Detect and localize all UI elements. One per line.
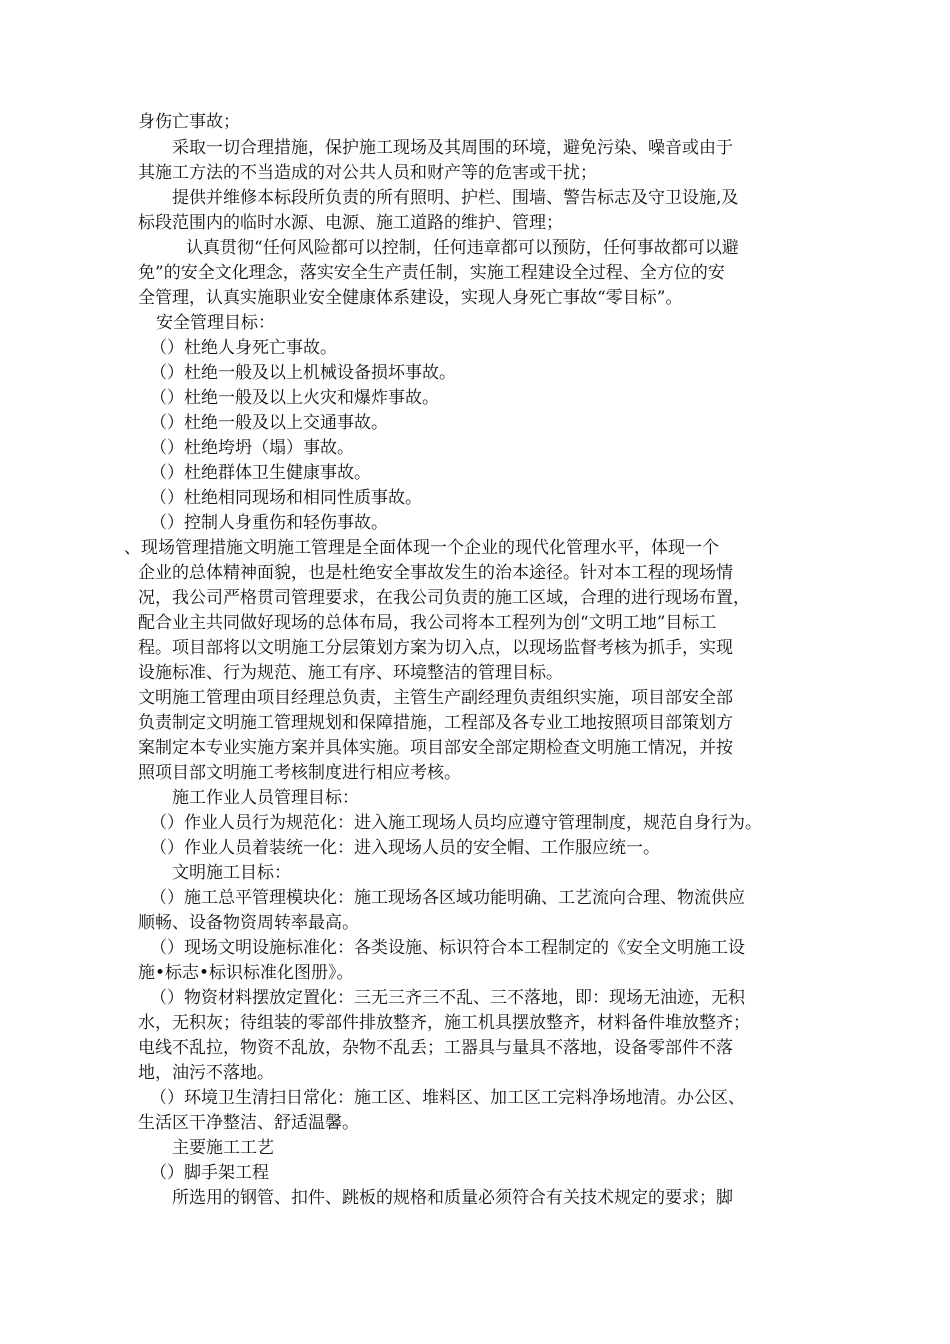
list-item: （）物资材料摆放定置化：三无三齐三不乱、三不落地，即：现场无油迹，无积 bbox=[150, 988, 745, 1008]
text-line: 所选用的钢管、扣件、跳板的规格和质量必须符合有关技术规定的要求；脚 bbox=[172, 1188, 733, 1208]
list-item: （）作业人员行为规范化：进入施工现场人员均应遵守管理制度，规范自身行为。 bbox=[150, 813, 762, 833]
list-item: （）杜绝群体卫生健康事故。 bbox=[150, 463, 371, 483]
text-line: 配合业主共同做好现场的总体布局，我公司将本工程列为创“文明工地”目标工 bbox=[138, 613, 717, 633]
list-item: （）杜绝一般及以上机械设备损坏事故。 bbox=[150, 363, 456, 383]
text-line: 企业的总体精神面貌，也是杜绝安全事故发生的治本途径。针对本工程的现场情 bbox=[138, 563, 733, 583]
text-line: 案制定本专业实施方案并具体实施。项目部安全部定期检查文明施工情况，并按 bbox=[138, 738, 733, 758]
text-line: 况，我公司严格贯司管理要求，在我公司负责的施工区域，合理的进行现场布置， bbox=[138, 588, 750, 608]
text-line: 照项目部文明施工考核制度进行相应考核。 bbox=[138, 763, 461, 783]
list-item: （）施工总平管理模块化：施工现场各区域功能明确、工艺流向合理、物流供应 bbox=[150, 888, 745, 908]
text-line: 身伤亡事故； bbox=[138, 112, 240, 132]
text-line: 提供并维修本标段所负责的所有照明、护栏、围墙、警告标志及守卫设施,及 bbox=[172, 188, 739, 208]
text-line: 其施工方法的不当造成的对公共人员和财产等的危害或干扰； bbox=[138, 163, 597, 183]
text-line: 生活区干净整洁、舒适温馨。 bbox=[138, 1113, 359, 1133]
text-line: 免”的安全文化理念，落实安全生产责任制，实施工程建设全过程、全方位的安 bbox=[138, 263, 725, 283]
list-item: （）杜绝一般及以上交通事故。 bbox=[150, 413, 388, 433]
text-line: 电线不乱拉，物资不乱放，杂物不乱丢；工器具与量具不落地，设备零部件不落 bbox=[138, 1038, 733, 1058]
text-line: 地，油污不落地。 bbox=[138, 1063, 274, 1083]
text-line: 设施标准、行为规范、施工有序、环境整洁的管理目标。 bbox=[138, 663, 563, 683]
section-heading: 文明施工目标： bbox=[172, 863, 291, 883]
text-line: 采取一切合理措施，保护施工现场及其周围的环境，避免污染、噪音或由于 bbox=[172, 138, 733, 158]
list-item: （）控制人身重伤和轻伤事故。 bbox=[150, 513, 388, 533]
text-line: 负责制定文明施工管理规划和保障措施，工程部及各专业工地按照项目部策划方 bbox=[138, 713, 733, 733]
section-heading: 主要施工工艺 bbox=[172, 1138, 274, 1158]
text-line: 程。项目部将以文明施工分层策划方案为切入点，以现场监督考核为抓手，实现 bbox=[138, 638, 733, 658]
list-item: （）现场文明设施标准化：各类设施、标识符合本工程制定的《安全文明施工设 bbox=[150, 938, 745, 958]
list-item: （）杜绝垮坍（塌）事故。 bbox=[150, 438, 354, 458]
list-item: （）环境卫生清扫日常化：施工区、堆料区、加工区工完料净场地清。办公区、 bbox=[150, 1088, 745, 1108]
text-line: 、现场管理措施文明施工管理是全面体现一个企业的现代化管理水平，体现一个 bbox=[124, 538, 719, 558]
text-line: 标段范围内的临时水源、电源、施工道路的维护、管理； bbox=[138, 213, 563, 233]
list-item: （）杜绝一般及以上火灾和爆炸事故。 bbox=[150, 388, 439, 408]
list-item: （）杜绝相同现场和相同性质事故。 bbox=[150, 488, 422, 508]
section-heading: 施工作业人员管理目标： bbox=[172, 788, 359, 808]
section-heading: 安全管理目标： bbox=[156, 313, 275, 333]
list-item: （）杜绝人身死亡事故。 bbox=[150, 338, 337, 358]
text-line: 施•标志•标识标准化图册》。 bbox=[138, 963, 354, 983]
text-line: 全管理，认真实施职业安全健康体系建设，实现人身死亡事故“零目标”。 bbox=[138, 288, 683, 308]
list-item: （）作业人员着装统一化：进入现场人员的安全帽、工作服应统一。 bbox=[150, 838, 660, 858]
text-line: 水，无积灰；待组装的零部件排放整齐，施工机具摆放整齐，材料备件堆放整齐； bbox=[138, 1013, 750, 1033]
text-line: 文明施工管理由项目经理总负责，主管生产副经理负责组织实施，项目部安全部 bbox=[138, 688, 733, 708]
text-line: 顺畅、设备物资周转率最高。 bbox=[138, 913, 359, 933]
list-item: （）脚手架工程 bbox=[150, 1163, 269, 1183]
text-line: 认真贯彻“任何风险都可以控制，任何违章都可以预防，任何事故都可以避 bbox=[186, 238, 739, 258]
